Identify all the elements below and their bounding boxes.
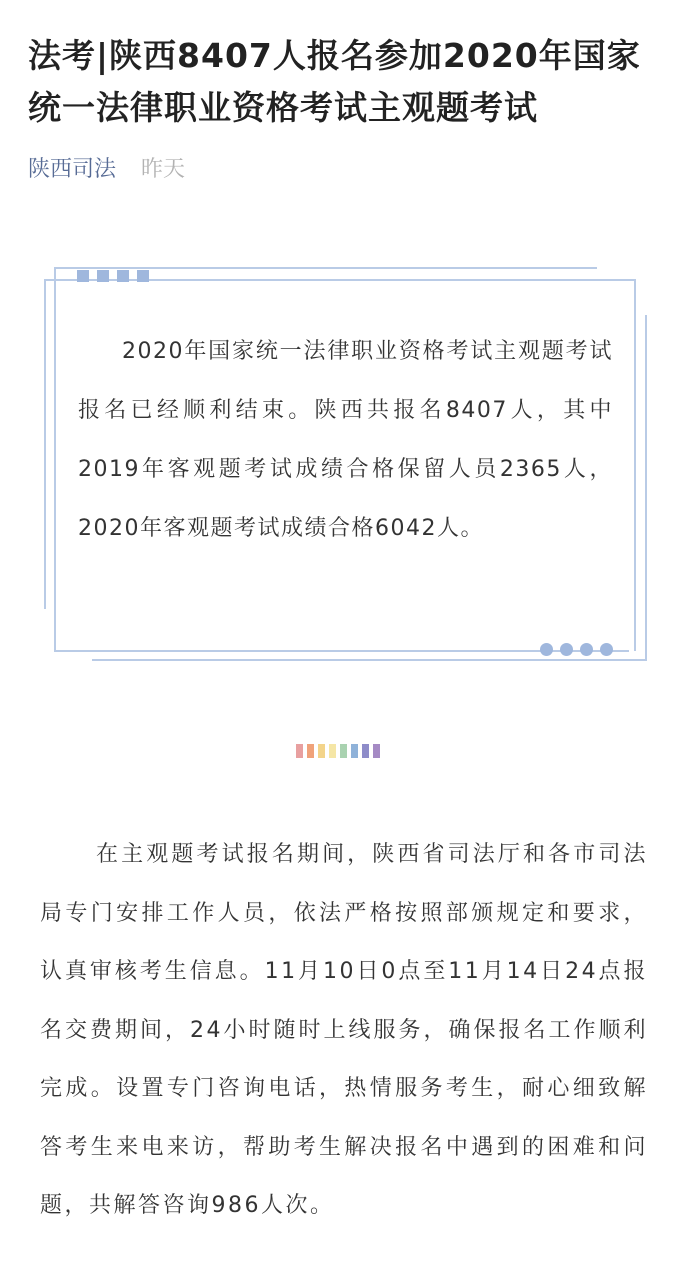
frame-right-line: [634, 279, 636, 651]
divider-bar: [329, 744, 336, 758]
frame-outer-top-line: [44, 279, 636, 281]
frame-circle-marker-icon: [600, 643, 613, 656]
frame-square-marker-icon: [77, 270, 89, 282]
frame-square-marker-icon: [97, 270, 109, 282]
frame-circle-marker-icon: [540, 643, 553, 656]
divider-bar: [351, 744, 358, 758]
divider-bar: [340, 744, 347, 758]
frame-outer-bottom-line: [92, 659, 647, 661]
frame-square-marker-icon: [117, 270, 129, 282]
divider-bar: [307, 744, 314, 758]
body-paragraph: 在主观题考试报名期间，陕西省司法厅和各市司法局专门安排工作人员，依法严格按照部颁规定和要求，认真审核考生信息。11月10日0点至11月14日24点报名交费期间，24小时随时上线服务，确保报名工作顺利完成。设置专门咨询电话，热情服务考生，耐心细致解答考生来电来访，帮助考生解决报名中遇到的困难和问题，共解答咨询986人次。: [40, 842, 648, 1218]
article-meta: [28, 154, 185, 186]
publish-date: 昨天: [141, 157, 186, 182]
divider-bar: [296, 744, 303, 758]
author-link[interactable]: 陕西司法: [28, 157, 117, 182]
divider-bar: [362, 744, 369, 758]
frame-bottom-line: [54, 650, 629, 652]
summary-text: 2020年国家统一法律职业资格考试主观题考试报名已经顺利结束。陕西共报名8407人，其中2019年客观题考试成绩合格保留人员2365人，2020年客观题考试成绩合格6042人。: [78, 339, 613, 541]
frame-square-marker-icon: [137, 270, 149, 282]
article-title: 法考|陕西8407人报名参加2020年国家统一法律职业资格考试主观题考试: [28, 36, 641, 127]
divider-bar: [373, 744, 380, 758]
divider-bar: [318, 744, 325, 758]
frame-circle-marker-icon: [560, 643, 573, 656]
frame-outer-right-line: [645, 315, 647, 660]
frame-left-line: [54, 267, 56, 651]
frame-circle-marker-icon: [580, 643, 593, 656]
rainbow-divider-icon: [296, 744, 380, 758]
frame-outer-left-line: [44, 279, 46, 609]
frame-top-line: [54, 267, 597, 269]
